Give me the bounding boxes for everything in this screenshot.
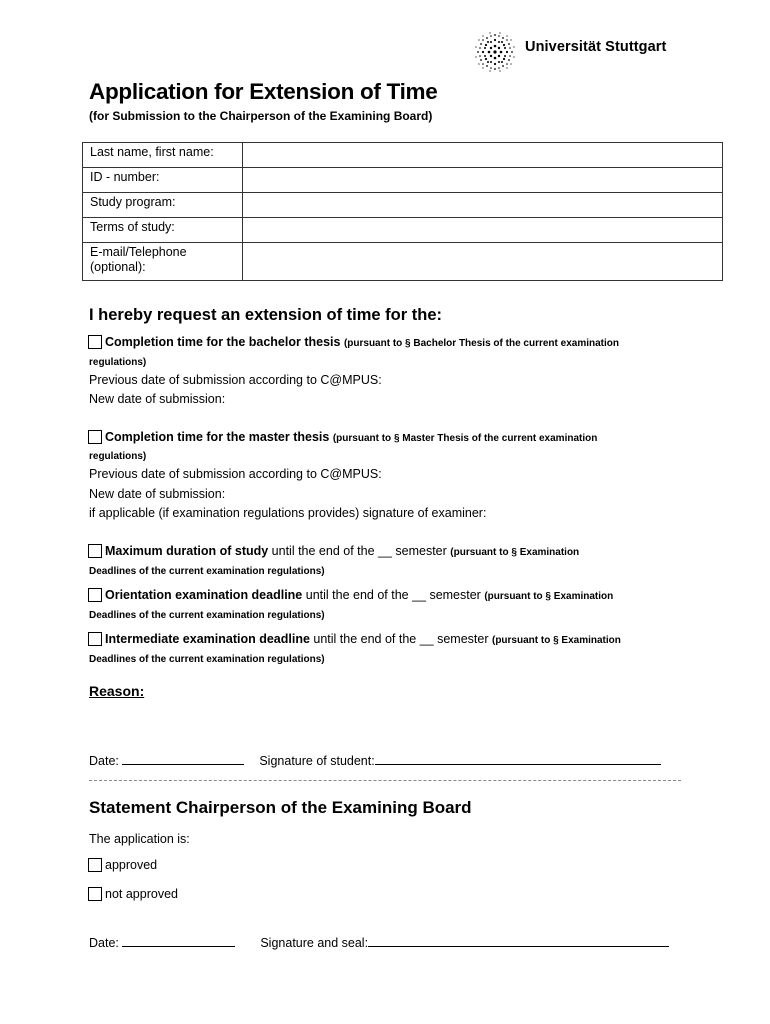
master-note: (pursuant to § Master Thesis of the current examination [332,433,598,444]
university-logo [473,30,683,74]
page-title: Application for Extension of Time [89,79,438,104]
bachelor-label: Completion time for the bachelor thesis [105,335,341,349]
chair-signature-field[interactable] [368,934,669,947]
orientation-text: until the end of the __ semester [302,588,485,602]
bachelor-note-cont: regulations) [89,357,147,368]
orientation-note: (pursuant to § Examination [484,591,614,602]
separator-line [89,780,681,781]
master-checkbox[interactable] [88,430,102,444]
table-row [83,168,723,193]
student-signature-field[interactable] [375,752,661,765]
master-new-date: New date of submission: [89,487,226,501]
intermediate-note: (pursuant to § Examination [491,635,621,646]
max-duration-note: (pursuant to § Examination [450,547,580,558]
orientation-checkbox[interactable] [88,588,102,602]
reason-label: Reason: [89,683,145,699]
applicant-info-table [82,142,723,281]
table-row [83,143,723,168]
email-telephone-label: E-mail/Telephone (optional): [83,243,243,281]
bachelor-note: (pursuant to § Bachelor Thesis of the current examination [343,338,619,349]
not-approved-option [88,887,178,901]
request-heading: I hereby request an extension of time for the: [89,306,442,324]
table-row [83,193,723,218]
intermediate-checkbox[interactable] [88,632,102,646]
study-program-field[interactable] [243,193,723,218]
max-duration-note-cont: Deadlines of the current examination regulations) [89,566,325,577]
terms-of-study-field[interactable] [243,218,723,243]
table-row [83,243,723,281]
approved-checkbox[interactable] [88,858,102,872]
max-duration-text: until the end of the __ semester [268,544,451,558]
university-name: Universität Stuttgart [525,39,667,55]
bachelor-checkbox[interactable] [88,335,102,349]
master-note-cont: regulations) [89,451,147,462]
terms-of-study-label: Terms of study: [83,218,243,243]
page-subtitle: (for Submission to the Chairperson of the Examining Board) [89,109,433,123]
master-examiner-signature: if applicable (if examination regulations provides) signature of examiner: [89,506,487,520]
bachelor-prev-date: Previous date of submission according to C@MPUS: [89,373,382,387]
orientation-label: Orientation examination deadline [105,588,303,602]
statement-heading: Statement Chairperson of the Examining Board [89,798,472,817]
university-seal-icon [473,30,517,74]
intermediate-option [88,632,621,646]
bachelor-option [88,335,619,349]
study-program-label: Study program: [83,193,243,218]
master-option [88,430,597,444]
name-label: Last name, first name: [83,143,243,168]
intermediate-note-cont: Deadlines of the current examination regulations) [89,654,325,665]
chair-date-field[interactable] [122,934,235,947]
student-signature-row [89,752,661,768]
not-approved-checkbox[interactable] [88,887,102,901]
max-duration-option [88,544,579,558]
approved-option [88,858,157,872]
approved-label: approved [105,858,158,872]
student-date-label: Date: [89,754,119,768]
max-duration-checkbox[interactable] [88,544,102,558]
not-approved-label: not approved [105,887,178,901]
id-number-field[interactable] [243,168,723,193]
name-field[interactable] [243,143,723,168]
application-is-label: The application is: [89,832,190,846]
table-row [83,218,723,243]
intermediate-label: Intermediate examination deadline [105,632,310,646]
chair-signature-label: Signature and seal: [260,936,369,950]
bachelor-new-date: New date of submission: [89,392,226,406]
student-date-field[interactable] [122,752,244,765]
email-telephone-field[interactable] [243,243,723,281]
student-signature-label: Signature of student: [259,754,375,768]
chair-signature-row [89,934,669,950]
master-label: Completion time for the master thesis [105,430,330,444]
id-number-label: ID - number: [83,168,243,193]
master-prev-date: Previous date of submission according to C@MPUS: [89,467,382,481]
max-duration-label: Maximum duration of study [105,544,269,558]
chair-date-label: Date: [89,936,119,950]
intermediate-text: until the end of the __ semester [309,632,492,646]
orientation-note-cont: Deadlines of the current examination regulations) [89,610,325,621]
orientation-option [88,588,613,602]
